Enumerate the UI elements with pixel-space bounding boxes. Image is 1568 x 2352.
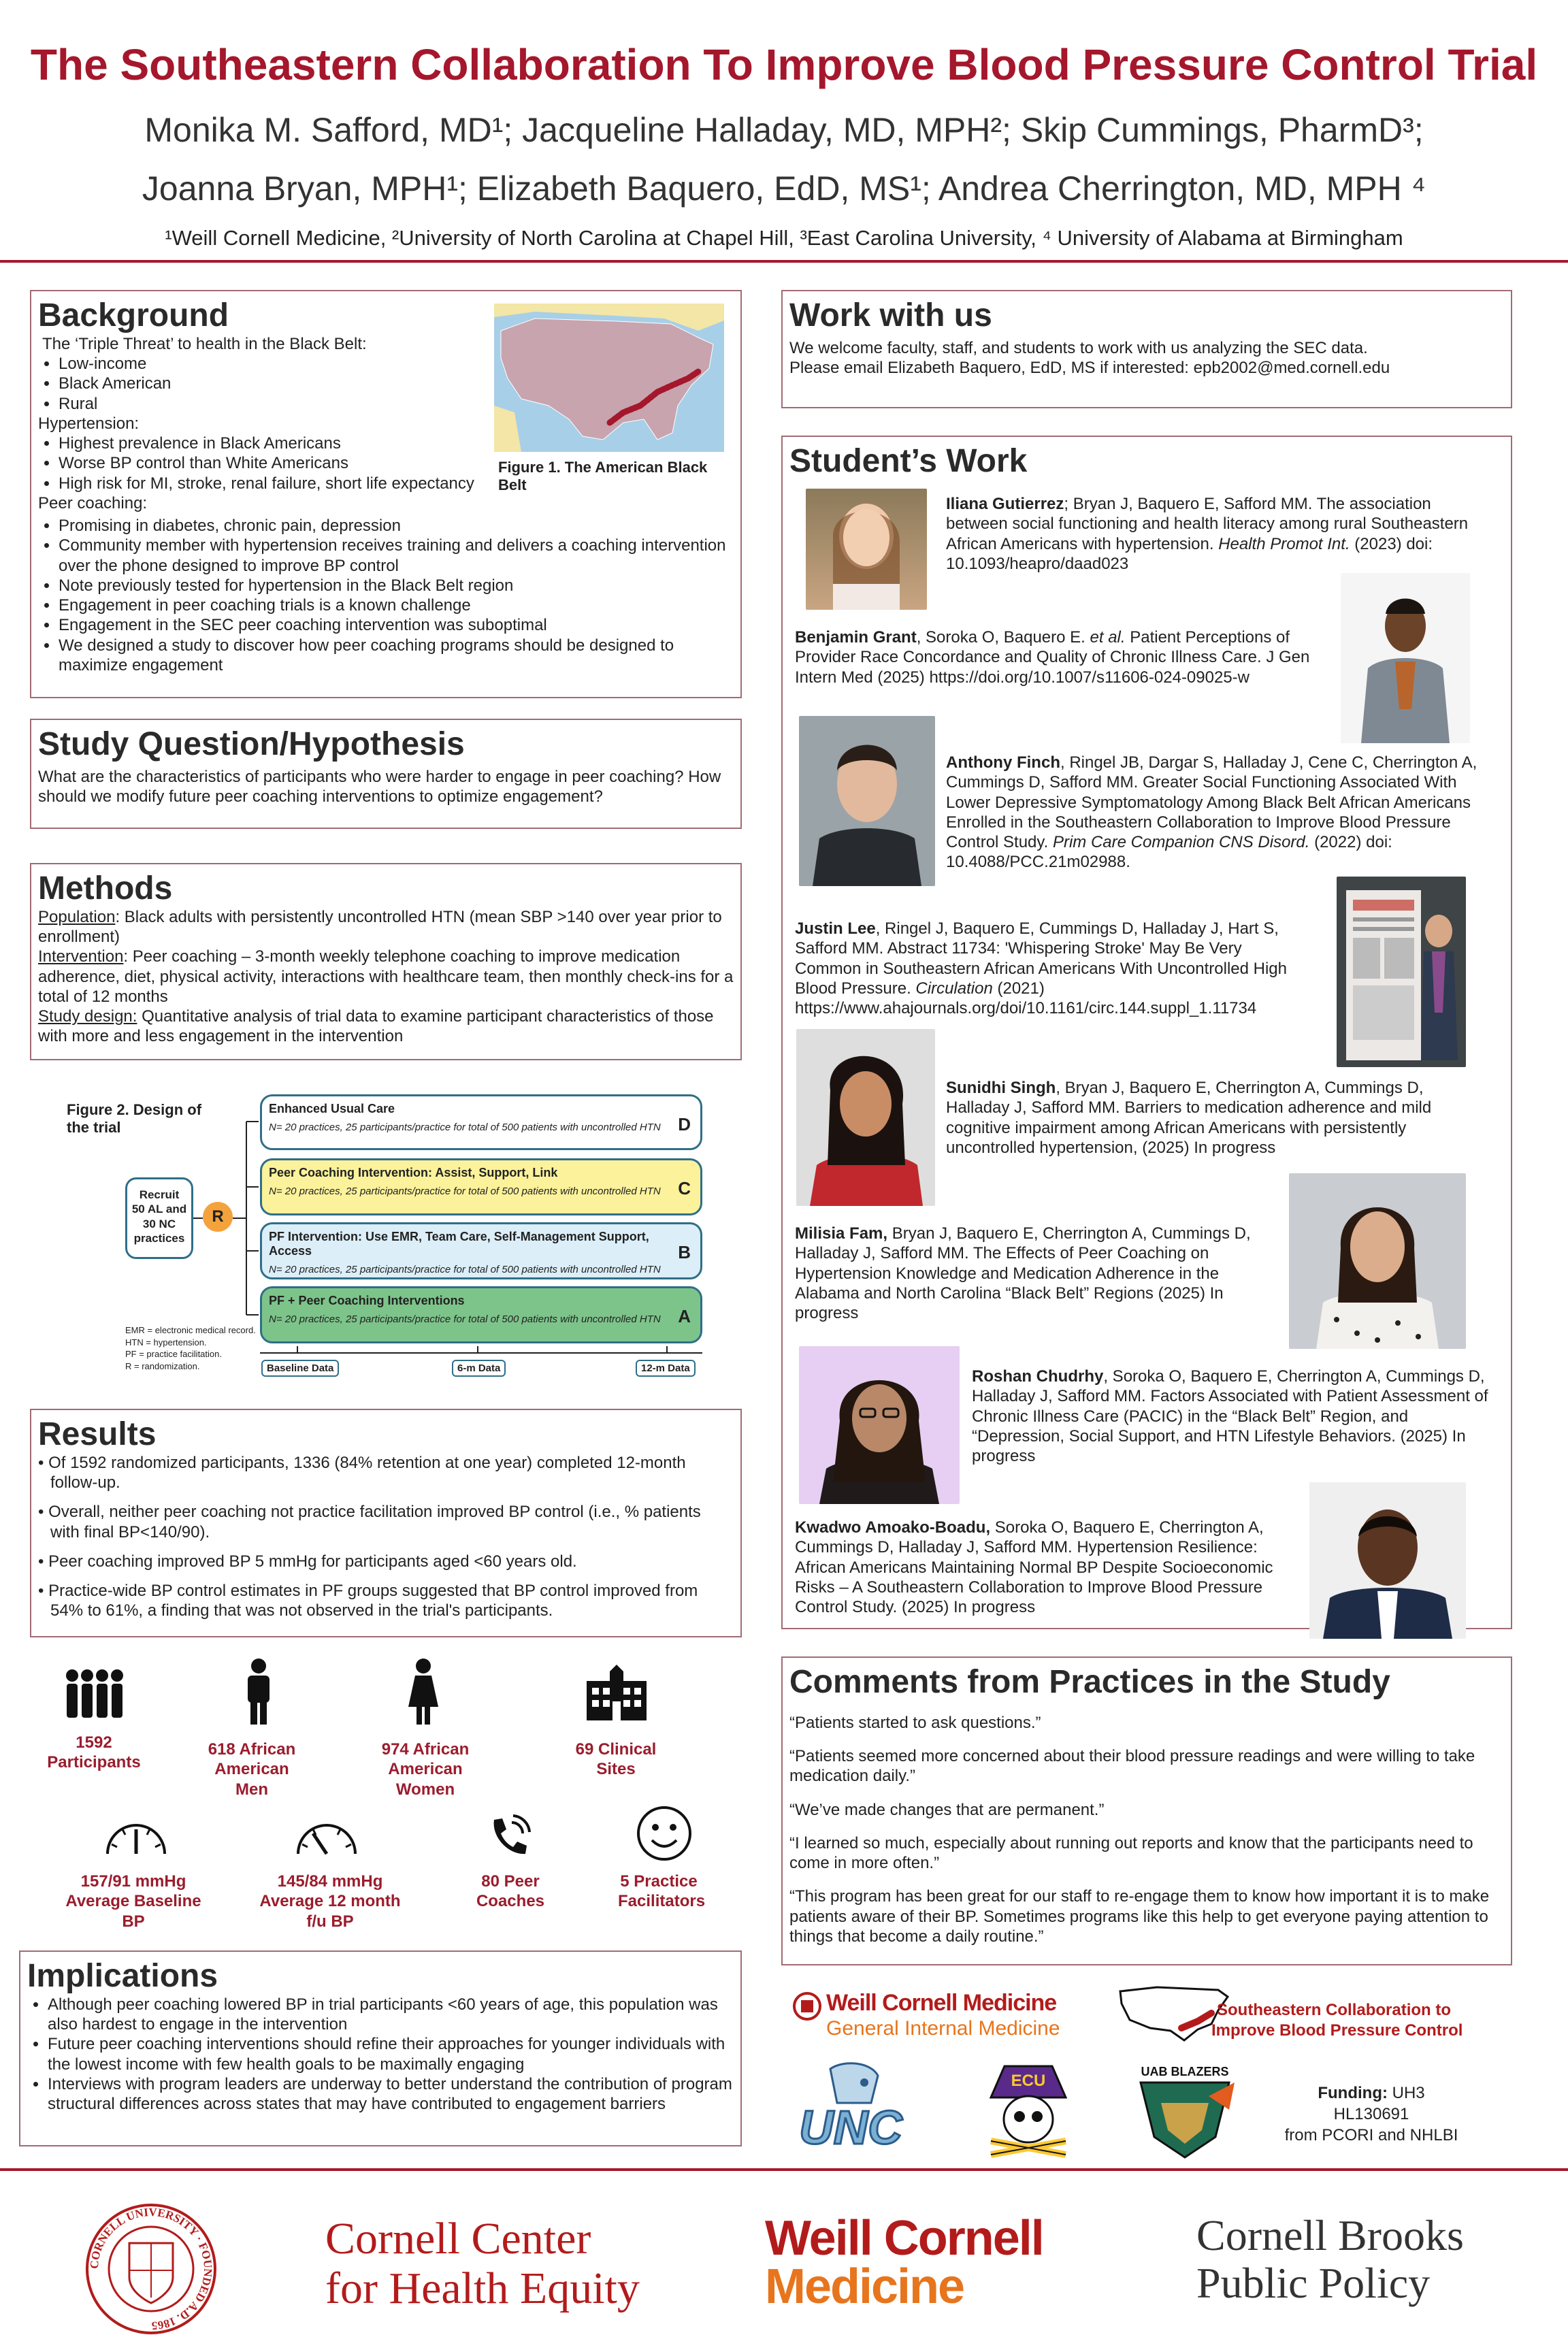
student-ref-1	[946, 494, 1490, 574]
threat-list	[38, 354, 514, 414]
result-item: • Of 1592 randomized participants, 1336 (84% retention at one year) completed 12-month follow-up.	[38, 1453, 686, 1492]
student-photo	[796, 1029, 935, 1206]
student-name: Iliana Gutierrez	[946, 495, 1064, 513]
funding-label: Funding:	[1318, 2084, 1388, 2102]
affiliations: ¹Weill Cornell Medicine, ²University of North Carolina at Chapel Hill, ³East Carolina University, ⁴ University of Alabama at Birmingham	[165, 226, 1403, 250]
list-item: • Worse BP control than White Americans	[59, 453, 514, 473]
peer-label: Peer coaching:	[38, 493, 148, 512]
student-name: Sunidhi Singh	[946, 1079, 1056, 1097]
ref-tail: (2021) https://www.ahajournals.org/doi/10.1161/circ.144.suppl_1.11734	[795, 979, 1257, 1018]
timepoint-12m: 12-m Data	[636, 1360, 696, 1377]
funding-grant: UH3 HL130691	[1333, 2084, 1425, 2124]
result-text: Overall, neither peer coaching not practice facilitation improved BP control (i.e., % patients with final BP<140/90).	[48, 1503, 701, 1541]
intervention-label: Intervention	[38, 947, 124, 966]
stat-facilitators: 5 Practice Facilitators	[618, 1872, 706, 1911]
arm-title: PF + Peer Coaching Interventions	[269, 1294, 465, 1307]
email-prompt: Please email Elizabeth Baquero, EdD, MS if interested:	[789, 359, 1194, 378]
student-ref-2	[795, 627, 1312, 687]
population-text: : Black adults with persistently uncontrolled HTN (mean SBP >140 over year prior to enrollment)	[38, 907, 722, 947]
triple-threat-intro: The ‘Triple Threat’ to health in the Black Belt:	[42, 334, 367, 353]
stat-participants: 1592 Participants	[47, 1733, 141, 1772]
cche-logo	[325, 2215, 640, 2313]
ref-text: , Bryan J, Baquero E, Cherrington A, Cummings D, Halladay J, Safford MM. Barriers to medication adherence and mild cognitive impairment among African Americans with persistently uncontrolled hypertension, (2025) In progress	[946, 1079, 1432, 1157]
legend-item: PF = practice facilitation.	[125, 1349, 222, 1360]
work-with-us-heading: Work with us	[789, 297, 992, 333]
figure-2-legend	[125, 1324, 256, 1372]
student-ref-8	[795, 1518, 1298, 1617]
authors-line-2: Joanna Bryan, MPH¹; Elizabeth Baquero, EdD, MS¹; Andrea Cherrington, MD, MPH ⁴	[142, 169, 1426, 208]
list-item: • Note previously tested for hypertension in the Black Belt region	[59, 576, 739, 595]
study-question-text: What are the characteristics of participants who were harder to engage in peer coaching? How should we modify future peer coaching interventions to optimize engagement?	[38, 767, 721, 806]
cche-line-2: for Health Equity	[325, 2263, 640, 2313]
student-photo	[1341, 573, 1470, 743]
list-item: • Rural	[59, 394, 514, 414]
cche-line-1: Cornell Center	[325, 2214, 591, 2264]
student-name: Justin Lee	[795, 919, 876, 938]
practice-quote: “Patients started to ask questions.”	[789, 1713, 1041, 1732]
gauge-icon	[293, 1816, 361, 1860]
methods-panel	[30, 863, 742, 1060]
student-photo	[799, 716, 935, 886]
implications-panel	[19, 1950, 742, 2146]
arm-d-box	[260, 1094, 702, 1150]
study-question-heading: Study Question/Hypothesis	[38, 726, 465, 762]
ref-tail: (2023) doi: 10.1093/heapro/daad023	[946, 534, 1433, 573]
students-heading: Student’s Work	[789, 443, 1028, 479]
wcm-logo	[765, 2211, 1043, 2314]
timepoint-baseline: Baseline Data	[261, 1360, 339, 1377]
wcm-gim-name: Weill Cornell Medicine	[826, 1990, 1057, 2016]
list-item: • Future peer coaching interventions should refine their approaches for younger individuals with the lowest income with few health goals to be maximally engaging	[48, 2034, 734, 2074]
list-item: • Interviews with program leaders are underway to better understand the contribution of program structural differences across states that may have contributed to engagement barriers	[48, 2074, 734, 2114]
background-panel	[30, 290, 742, 698]
implications-heading: Implications	[27, 1958, 218, 1994]
implications-list	[27, 1995, 734, 2114]
funding-sources: from PCORI and NHLBI	[1284, 2126, 1458, 2145]
study-question-panel	[30, 719, 742, 829]
arm-title: Peer Coaching Intervention: Assist, Support, Link	[269, 1166, 558, 1179]
stat-baseline-bp: 157/91 mmHg Average Baseline BP	[65, 1872, 201, 1931]
legend-item: EMR = electronic medical record.	[125, 1325, 256, 1335]
result-item: • Practice-wide BP control estimates in PF groups suggested that BP control improved from 54% to 61%, a finding that was not observed in the trial's participants.	[38, 1582, 698, 1620]
student-photo	[1337, 877, 1466, 1067]
stat-peer-coaches: 80 Peer Coaches	[476, 1872, 545, 1911]
arm-letter: C	[678, 1178, 691, 1198]
figure-2-caption: Figure 2. Design of the trial	[67, 1101, 202, 1137]
arm-detail: N= 20 practices, 25 participants/practice for total of 500 patients with uncontrolled HTN	[269, 1313, 661, 1325]
student-photo	[1289, 1173, 1466, 1349]
intervention-text: : Peer coaching – 3-month weekly telephone coaching to improve medication adherence, diet, physical activity, interactions with healthcare team, then monthly check-ins for a total of 12 months	[38, 947, 734, 1006]
methods-intervention	[38, 947, 734, 1007]
arm-a-box	[260, 1286, 702, 1343]
htn-label: Hypertension:	[38, 414, 140, 433]
background-heading: Background	[38, 297, 229, 333]
comments-heading: Comments from Practices in the Study	[789, 1664, 1390, 1700]
list-item: • Low-income	[59, 354, 514, 374]
peer-list	[38, 516, 739, 675]
practice-quote: “I learned so much, especially about running out reports and know that the participants need to come in more often.”	[789, 1833, 1473, 1873]
ref-journal: Circulation	[915, 979, 993, 998]
student-ref-7	[972, 1367, 1496, 1466]
sec-name-2: Improve Blood Pressure Control	[1211, 2021, 1463, 2040]
methods-design	[38, 1007, 734, 1047]
design-text: Quantitative analysis of trial data to examine participant characteristics of those with more and less engagement in the intervention	[38, 1007, 714, 1046]
funding-note	[1279, 2082, 1463, 2146]
arm-title: Enhanced Usual Care	[269, 1102, 395, 1115]
ref-tail: Patient Perceptions of Provider Race Concordance and Quality of Chronic Illness Care. J Gen Intern Med (2025) https://doi.org/10.1007/s11606-024-09025-w	[795, 628, 1310, 687]
wcm-gim-division: General Internal Medicine	[826, 2017, 1060, 2040]
uab-logo	[1134, 2062, 1236, 2164]
legend-item: HTN = hypertension.	[125, 1337, 207, 1348]
woman-icon	[403, 1658, 444, 1729]
result-text: Peer coaching improved BP 5 mmHg for participants aged <60 years old.	[48, 1552, 577, 1571]
building-icon	[583, 1662, 651, 1727]
arm-letter: D	[678, 1114, 691, 1134]
arm-b-box	[260, 1222, 702, 1279]
sec-logo	[1116, 1983, 1484, 2051]
methods-heading: Methods	[38, 870, 173, 906]
student-ref-5	[946, 1078, 1490, 1158]
poster-title: The Southeastern Collaboration To Improve Blood Pressure Control Trial	[30, 40, 1538, 89]
uab-text: UAB BLAZERS	[1141, 2065, 1229, 2078]
phone-icon	[485, 1813, 532, 1864]
design-label: Study design:	[38, 1007, 137, 1026]
black-belt-map	[494, 304, 724, 452]
wcm-line-2: Medicine	[765, 2259, 964, 2314]
work-with-us-line-1: We welcome faculty, staff, and students to work with us analyzing the SEC data.	[789, 338, 1368, 357]
list-item: • High risk for MI, stroke, renal failure, short life expectancy	[59, 474, 514, 493]
wcm-line-1: Weill Cornell	[765, 2211, 1043, 2266]
figure-1-caption: Figure 1. The American Black Belt	[498, 459, 708, 494]
student-name: Roshan Chudrhy	[972, 1367, 1104, 1386]
work-with-us-line-2	[789, 358, 1504, 378]
man-icon	[238, 1658, 279, 1729]
population-label: Population	[38, 907, 116, 926]
list-item: • Black American	[59, 374, 514, 393]
comments-panel	[781, 1656, 1512, 1965]
sec-name-1: Southeastern Collaboration to	[1217, 2001, 1452, 2019]
ref-text: , Soroka O, Baquero E, Cherrington A, Cummings D, Halladay J, Safford MM. Factors Associated with Patient Assessment of Chronic Illness Care (PACIC) in the “Black Belt” Region, and “Depression, Social Support, and HTN Lifestyle Behaviors. (2025) In progress	[972, 1367, 1488, 1466]
list-item: • Engagement in peer coaching trials is a known challenge	[59, 595, 739, 615]
list-item: • Highest prevalence in Black Americans	[59, 434, 514, 453]
ref-text: ; Bryan J, Baquero E, Safford MM. The association between social functioning and health literacy among rural Southeastern African Americans with hypertension.	[946, 495, 1469, 553]
list-item: • Engagement in the SEC peer coaching intervention was suboptimal	[59, 615, 739, 635]
methods-population	[38, 907, 734, 947]
email-link[interactable]: epb2002@med.cornell.edu	[1193, 359, 1390, 378]
stat-followup-bp: 145/84 mmHg Average 12 month f/u BP	[259, 1872, 401, 1931]
student-name: Benjamin Grant	[795, 628, 917, 647]
htn-list	[38, 434, 514, 493]
list-item: • We designed a study to discover how peer coaching programs should be designed to maximize engagement	[59, 636, 739, 676]
practice-quote: “This program has been great for our staff to re-engage them to know how important it is to make patients aware of their BP. Sometimes programs like this help to get everyone paying attention to things that become a daily routine.”	[789, 1887, 1490, 1946]
ecu-logo	[977, 2059, 1079, 2161]
ecu-text: ECU	[1011, 2072, 1046, 2090]
result-item: • Overall, neither peer coaching not practice facilitation improved BP control (i.e., % patients with final BP<140/90).	[38, 1503, 701, 1541]
seal-text: CORNELL UNIVERSITY · FOUNDED A.D. 1865	[87, 2205, 215, 2333]
arm-detail: N= 20 practices, 25 participants/practice for total of 500 patients with uncontrolled HTN	[269, 1264, 661, 1275]
student-name: Anthony Finch	[946, 753, 1060, 772]
list-item: • Although peer coaching lowered BP in trial participants <60 years of age, this population was also hardest to engage in the intervention	[48, 1995, 734, 2035]
result-text: Of 1592 randomized participants, 1336 (84% retention at one year) completed 12-month follow-up.	[48, 1453, 686, 1492]
brooks-line-1: Cornell Brooks	[1196, 2211, 1464, 2259]
practice-quote: “Patients seemed more concerned about their blood pressure readings and were willing to take medication daily.”	[789, 1747, 1475, 1786]
arm-title: PF Intervention: Use EMR, Team Care, Self-Management Support, Access	[269, 1230, 649, 1258]
brooks-logo	[1196, 2212, 1464, 2308]
ref-journal: Health Promot Int.	[1218, 534, 1350, 553]
student-name: Milisia Fam,	[795, 1224, 888, 1243]
list-item: • Community member with hypertension receives training and delivers a coaching intervention over the phone designed to improve BP control	[59, 536, 739, 576]
stat-sites: 69 Clinical Sites	[575, 1740, 657, 1779]
group-icon	[60, 1666, 128, 1731]
authors-line-1: Monika M. Safford, MD¹; Jacqueline Halladay, MD, MPH²; Skip Cummings, PharmD³;	[144, 111, 1424, 149]
ref-text: , Soroka O, Baquero E.	[916, 628, 1090, 647]
results-panel	[30, 1409, 742, 1637]
unc-text: UNC	[799, 2101, 902, 2154]
results-heading: Results	[38, 1416, 157, 1452]
arm-detail: N= 20 practices, 25 participants/practice for total of 500 patients with uncontrolled HTN	[269, 1186, 661, 1197]
smiley-icon	[636, 1805, 693, 1865]
cornell-seal	[84, 2202, 218, 2336]
student-ref-3	[946, 753, 1490, 872]
ref-text: Bryan J, Baquero E, Cherrington A, Cummings D, Halladay J, Safford MM. The Effects of Peer Coaching on Hypertension Knowledge and Medication Adherence in the Alabama and North Carolina “Black Belt” Regions (2025) In progress	[795, 1224, 1251, 1323]
stat-men: 618 African American Men	[208, 1740, 296, 1799]
result-text: Practice-wide BP control estimates in PF groups suggested that BP control improved from 54% to 61%, a finding that was not observed in the trial's participants.	[48, 1582, 698, 1620]
legend-item: R = randomization.	[125, 1360, 200, 1371]
randomization-circle: R	[203, 1202, 233, 1232]
ref-text: , Ringel J, Baquero E, Cummings D, Halladay J, Hart S, Safford MM. Abstract 11734: 'Whispering Stroke' May Be Very Common in Southeastern African Americans With Uncontrolled High Blood Pressure.	[795, 919, 1287, 998]
result-item: • Peer coaching improved BP 5 mmHg for participants aged <60 years old.	[38, 1552, 577, 1571]
student-name: Kwadwo Amoako-Boadu,	[795, 1518, 991, 1537]
recruit-box: Recruit 50 AL and 30 NC practices	[125, 1177, 193, 1259]
student-ref-4	[795, 919, 1298, 1018]
arm-letter: A	[678, 1306, 691, 1326]
unc-logo	[796, 2062, 905, 2157]
figure-2-design	[30, 1082, 742, 1388]
practice-quote: “We’ve made changes that are permanent.”	[789, 1800, 1105, 1819]
ref-text: Soroka O, Baquero E, Cherrington A, Cummings D, Halladay J, Safford MM. Hypertension Resilience: African Americans Maintaining Normal BP Despite Socioeconomic Risks – A Southeastern Collaboration to Improve Blood Pressure Control Study. (2025) In progress	[795, 1518, 1273, 1617]
student-ref-6	[795, 1224, 1285, 1323]
students-panel	[781, 436, 1512, 1629]
student-photo	[1309, 1482, 1466, 1639]
ref-tail: (2022) doi: 10.4088/PCC.21m02988.	[946, 833, 1392, 872]
arm-letter: B	[678, 1242, 691, 1262]
ref-text: , Ringel JB, Dargar S, Halladay J, Cene C, Cherrington A, Cummings D, Safford MM. Greater Social Functioning Associated With Lower Depressive Symptomatology Among Black Belt African Americans Enrolled in the Southeastern Collaboration to Improve Blood Pressure Control Study.	[946, 753, 1477, 852]
footer-divider	[0, 2168, 1568, 2171]
brooks-line-2: Public Policy	[1196, 2259, 1431, 2308]
stat-women: 974 African American Women	[381, 1740, 470, 1799]
work-with-us-panel	[781, 290, 1512, 408]
arm-c-box	[260, 1158, 702, 1215]
ref-journal: et al.	[1090, 628, 1126, 647]
student-photo	[806, 489, 927, 610]
gauge-icon	[102, 1816, 170, 1860]
header-divider	[0, 260, 1568, 263]
arm-detail: N= 20 practices, 25 participants/practice for total of 500 patients with uncontrolled HTN	[269, 1122, 661, 1133]
timepoint-6m: 6-m Data	[452, 1360, 506, 1377]
list-item: • Promising in diabetes, chronic pain, depression	[59, 516, 739, 536]
ref-journal: Prim Care Companion CNS Disord.	[1052, 833, 1310, 852]
student-photo	[799, 1346, 960, 1504]
